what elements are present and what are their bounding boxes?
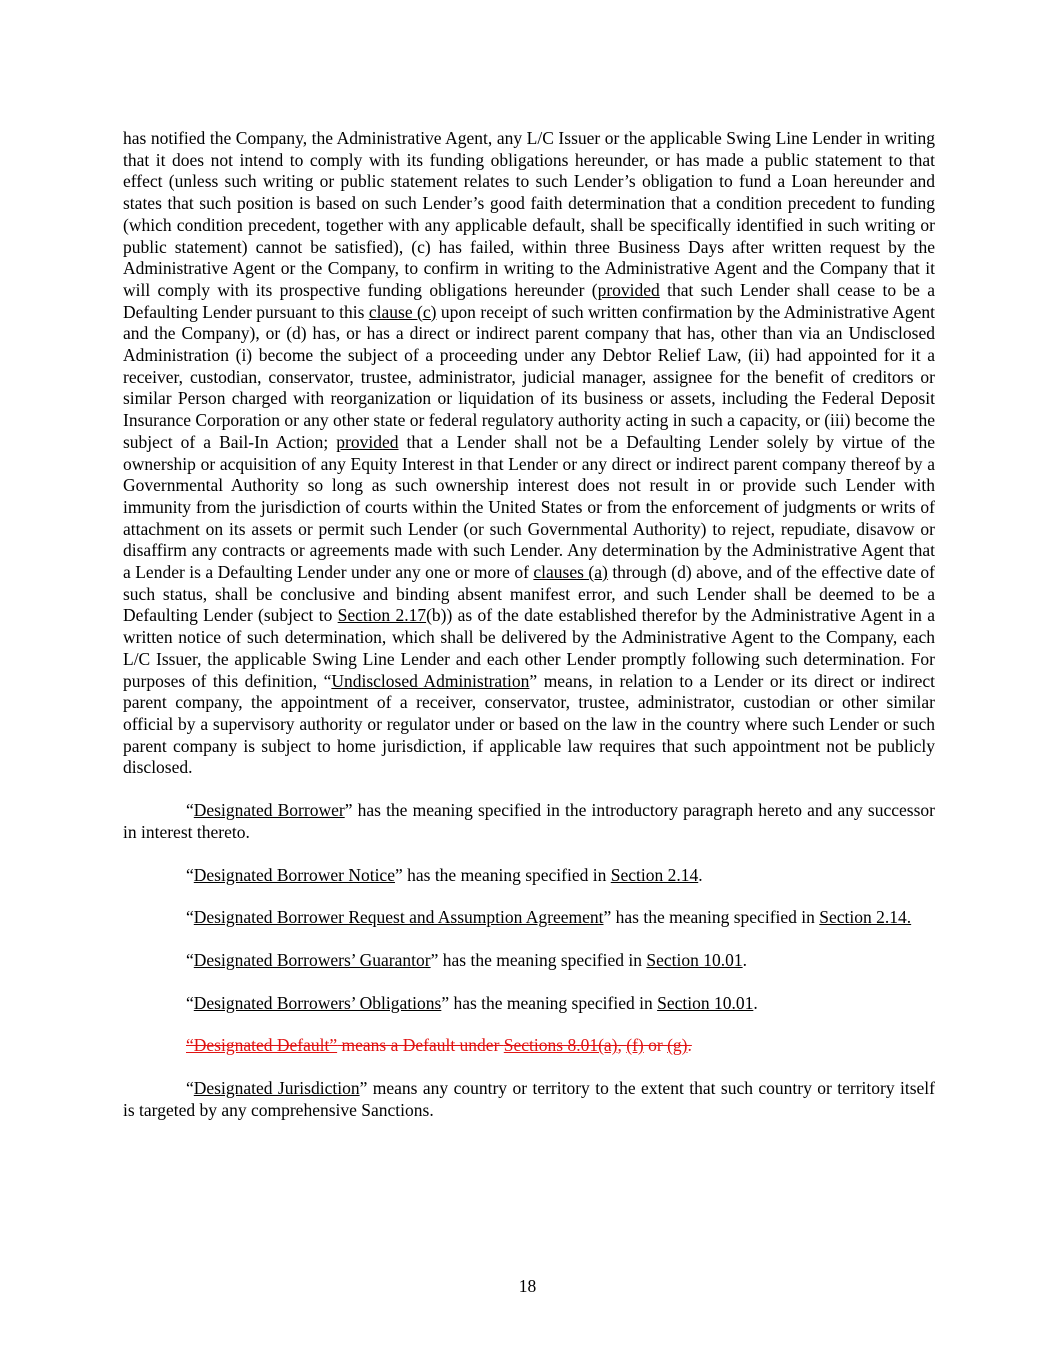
paragraph-designated-jurisdiction: “Designated Jurisdiction” means any country or territory to the extent that such country or territory itself is targeted by any comprehensive Sanctions. [123,1078,936,1120]
paragraph-designated-borrower: “Designated Borrower” has the meaning specified in the introductory paragraph hereto and any successor in interest thereto. [123,800,935,842]
paragraph-designated-borrowers-guarantor: “Designated Borrowers’ Guarantor” has the meaning specified in Section 10.01. [186,949,747,970]
paragraph-designated-borrower-request: “Designated Borrower Request and Assumption Agreement” has the meaning specified in Section 2.14. [186,907,912,928]
paragraph-defaulting-lender-continuation: has notified the Company, the Administrative Agent, any L/C Issuer or the applicable Swing Line Lender in writing that it does not intend to comply with its funding obligations hereunder, or has made a public statement to that effect (unless such writing or public statement relates to such Lender’s obligation to fund a Loan hereunder and states that such position is based on such Lender’s good faith determination that a condition precedent to funding (which condition precedent, together with any applicable default, shall be specifically identified in such writing or public statement) cannot be satisfied), (c) has failed, within three Business Days after written request by the Administrative Agent or the Company, to confirm in writing to the Administrative Agent and the Company that it will comply with its prospective funding obligations hereunder (provided that such Lender shall cease to be a Defaulting Lender pursuant to this clause (c) upon receipt of such written confirmation by the Administrative Agent and the Company), or (d) has, or has a direct or indirect parent company that has, other than via an Undisclosed Administration (i) become the subject of a proceeding under any Debtor Relief Law, (ii) had appointed for it a receiver, custodian, conservator, trustee, administrator, judicial manager, assignee for the benefit of creditors or similar Person charged with reorganization or liquidation of its business or assets, including the Federal Deposit Insurance Corporation or any other state or federal regulatory authority acting in such a capacity, or (iii) become the subject of a Bail-In Action; provided that a Lender shall not be a Defaulting Lender solely by virtue of the ownership or acquisition of any Equity Interest in that Lender or any direct or indirect parent company thereof by a Governmental Authority so long as such ownership interest does not result in or provide such Lender with immunity from the jurisdiction of courts within the United States or from the enforcement of judgments or writs of attachment on its assets or permit such Lender (or such Governmental Authority) to reject, repudiate, disavow or disaffirm any contracts or agreements made with such Lender. Any determination by the Administrative Agent that a Lender is a Defaulting Lender under any one or more of clauses (a) through (d) above, and of the effective date of such status, shall be conclusive and binding absent manifest error, and such Lender shall be deemed to be a Defaulting Lender (subject to Section 2.17(b)) as of the date established therefor by the Administrative Agent in a written notice of such determination, which shall be delivered by the Administrative Agent to the Company, each L/C Issuer, the applicable Swing Line Lender and each other Lender promptly following such determination. For purposes of this definition, “Undisclosed Administration” means, in relation to a Lender or its direct or indirect parent company, the appointment of a receiver, conservator, trustee, administrator, custodian or other similar official by a supervisory authority or regulator under or based on the law in the country where such Lender or such parent company is subject to home jurisdiction, if applicable law requires that such appointment not be publicly disclosed. [123,128,936,778]
paragraph-designated-default-deleted: “Designated Default” means a Default under Sections 8.01(a), (f) or (g). [186,1035,692,1056]
paragraph-designated-borrower-notice: “Designated Borrower Notice” has the meaning specified in Section 2.14. [186,864,703,885]
paragraph-designated-borrowers-obligations: “Designated Borrowers’ Obligations” has the meaning specified in Section 10.01. [186,992,758,1013]
document-body [123,128,935,1142]
page-number: 18 [518,1276,537,1296]
